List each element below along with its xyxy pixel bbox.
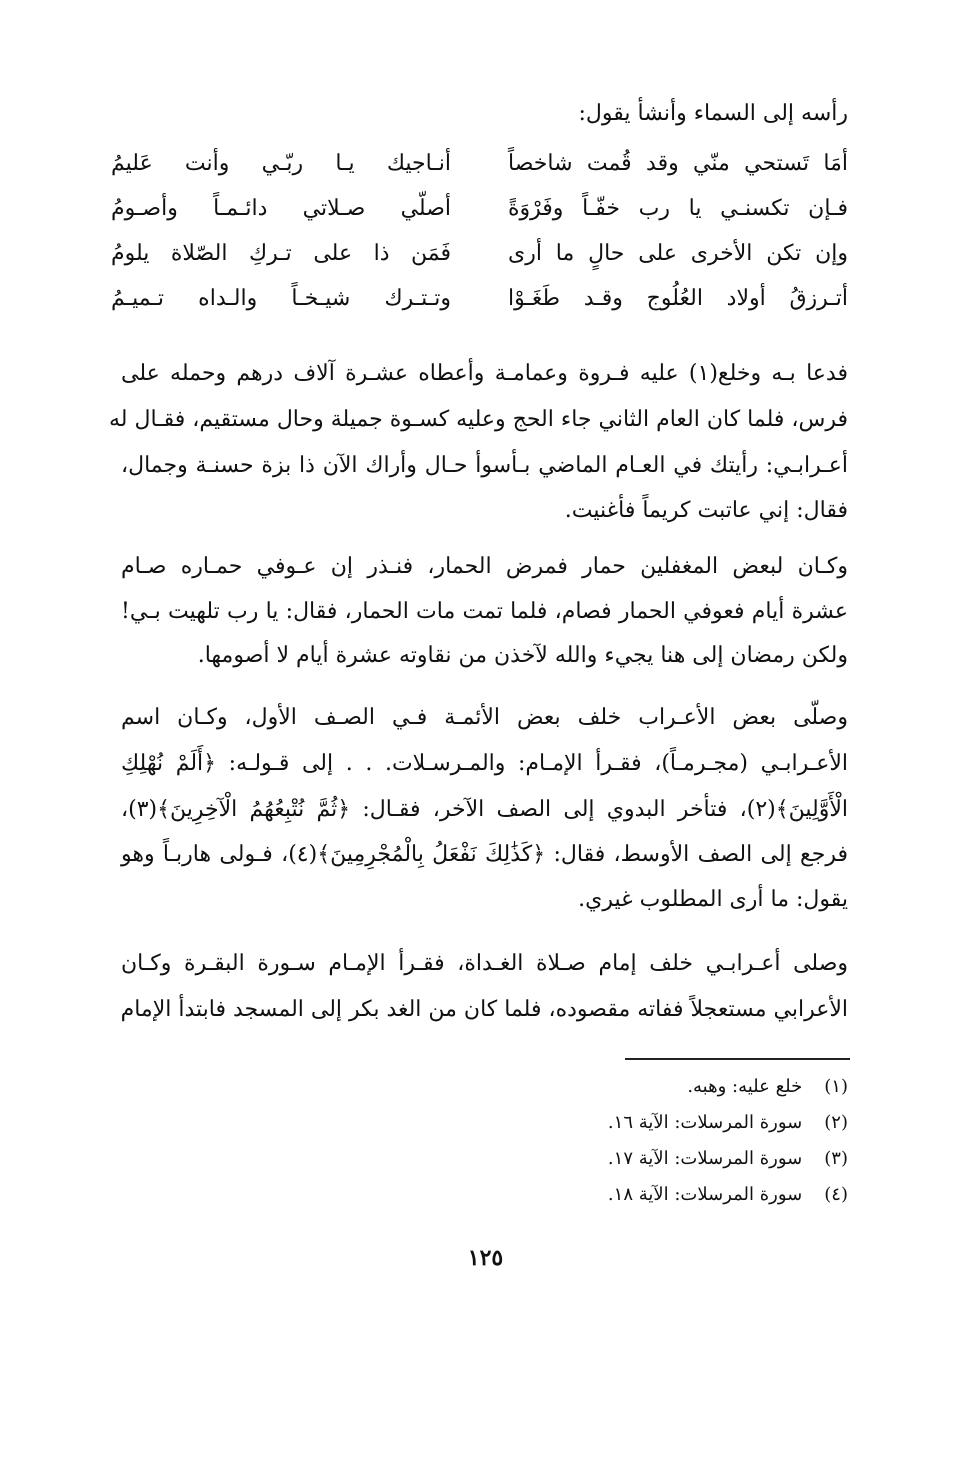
footnote-3 (348, 1144, 848, 1174)
paragraph-3-line-5: يقول: ما أرى المطلوب غيري. (578, 887, 848, 912)
footnote-1-number: (١) (824, 1076, 848, 1097)
footnote-1 (348, 1072, 848, 1102)
paragraph-1-line-3: أعـرابـي: رأيتك في العـام الماضي بـأسوأ حـال وأراك الآن ذا بزة حسنـة وجمال، (121, 453, 848, 478)
paragraph-3-line-1: وصلّى بعض الأعـراب خلف بعض الأئمـة فـي الصـف الأول، وكـان اسم (121, 705, 848, 730)
paragraph-3-line-4: فرجع إلى الصف الأوسط، فقال: ﴿كَذَٰلِكَ نَفْعَلُ بِالْمُجْرِمِينَ﴾(٤)، فـولى هاربـاً وهو (121, 842, 848, 867)
footnote-4-text: سورة المرسلات: الآية ١٨. (607, 1184, 803, 1205)
verse-1-first-hemistich: أمَا تَستحي منّي وقد قُمت شاخصاً (508, 151, 848, 176)
paragraph-1-line-2: فرس، فلما كان العام الثاني جاء الحج وعليه كسـوة جميلة وحال مستقيم، فقـال له (109, 407, 848, 432)
footnote-1-text: خلع عليه: وهبه. (687, 1076, 803, 1097)
footnote-3-number: (٣) (824, 1148, 848, 1169)
footnote-2-text: سورة المرسلات: الآية ١٦. (607, 1112, 803, 1133)
paragraph-3-line-2: الأعـرابـي (مجـرمـاً)، فقـرأ الإمـام: والمـرسـلات. . . إلى قـولـه: ﴿أَلَمْ نُهْلِكِ (121, 751, 848, 776)
verse-4-second-hemistich: وتـتـرك شيـخـاً والـداه تـميـمُ (111, 286, 451, 311)
paragraph-1-line-1: فدعا بـه وخلع(١) عليه فـروة وعمامـة وأعطاه عشـرة آلاف درهم وحمله على (121, 361, 848, 386)
footnote-separator (625, 1058, 850, 1060)
paragraph-4-line-1: وصلى أعـرابـي خلف إمام صـلاة الغـداة، فقـرأ الإمـام سـورة البقـرة وكـان (121, 951, 848, 976)
footnote-3-text: سورة المرسلات: الآية ١٧. (607, 1148, 803, 1169)
paragraph-2-line-3: ولكن رمضان إلى هنا يجيء والله لآخذن من نقاوته عشرة أيام لا أصومها. (197, 643, 848, 668)
verse-3-first-hemistich: وإن تكن الأخرى على حالٍ ما أرى (508, 241, 848, 266)
footnote-2 (348, 1108, 848, 1138)
paragraph-2-line-1: وكـان لبعض المغفلين حمار فمرض الحمار، فنـذر إن عـوفي حمـاره صـام (121, 554, 848, 579)
verse-3-second-hemistich: فَمَن ذا على تـركِ الصّلاة يلومُ (111, 241, 451, 266)
paragraph-1-line-4: فقال: إني عاتبت كريماً فأغنيت. (564, 498, 848, 523)
verse-1-second-hemistich: أنـاجيك يـا ربّـي وأنت عَليمُ (111, 151, 451, 176)
paragraph-4-line-2: الأعرابي مستعجلاً ففاته مقصوده، فلما كان من الغد بكر إلى المسجد فابتدأ الإمام (120, 997, 848, 1022)
paragraph-3-line-3: الْأَوَّلِينَ﴾(٢)، فتأخر البدوي إلى الصف الآخر، فقـال: ﴿ثُمَّ نُتْبِعُهُمُ الْآخِرِينَ﴾(٣)، (121, 797, 848, 822)
footnote-4-number: (٤) (824, 1184, 848, 1205)
footnote-2-number: (٢) (824, 1112, 848, 1133)
intro-line: رأسه إلى السماء وأنشأ يقول: (578, 101, 848, 126)
verse-2-second-hemistich: أصلّي صـلاتي دائـمـاً وأصـومُ (111, 196, 451, 221)
verse-2-first-hemistich: فـإن تكسنـي يا رب خفّـاً وفَرْوَةً (508, 196, 848, 221)
paragraph-2-line-2: عشرة أيام فعوفي الحمار فصام، فلما تمت مات الحمار، فقال: يا رب تلهيت بـي! (121, 599, 848, 624)
page-number: ١٢٥ (467, 1245, 504, 1271)
verse-4-first-hemistich: أتـرزقُ أولاد العُلُوج وقـد طَغَـوْا (508, 286, 848, 311)
footnote-4 (348, 1180, 848, 1210)
